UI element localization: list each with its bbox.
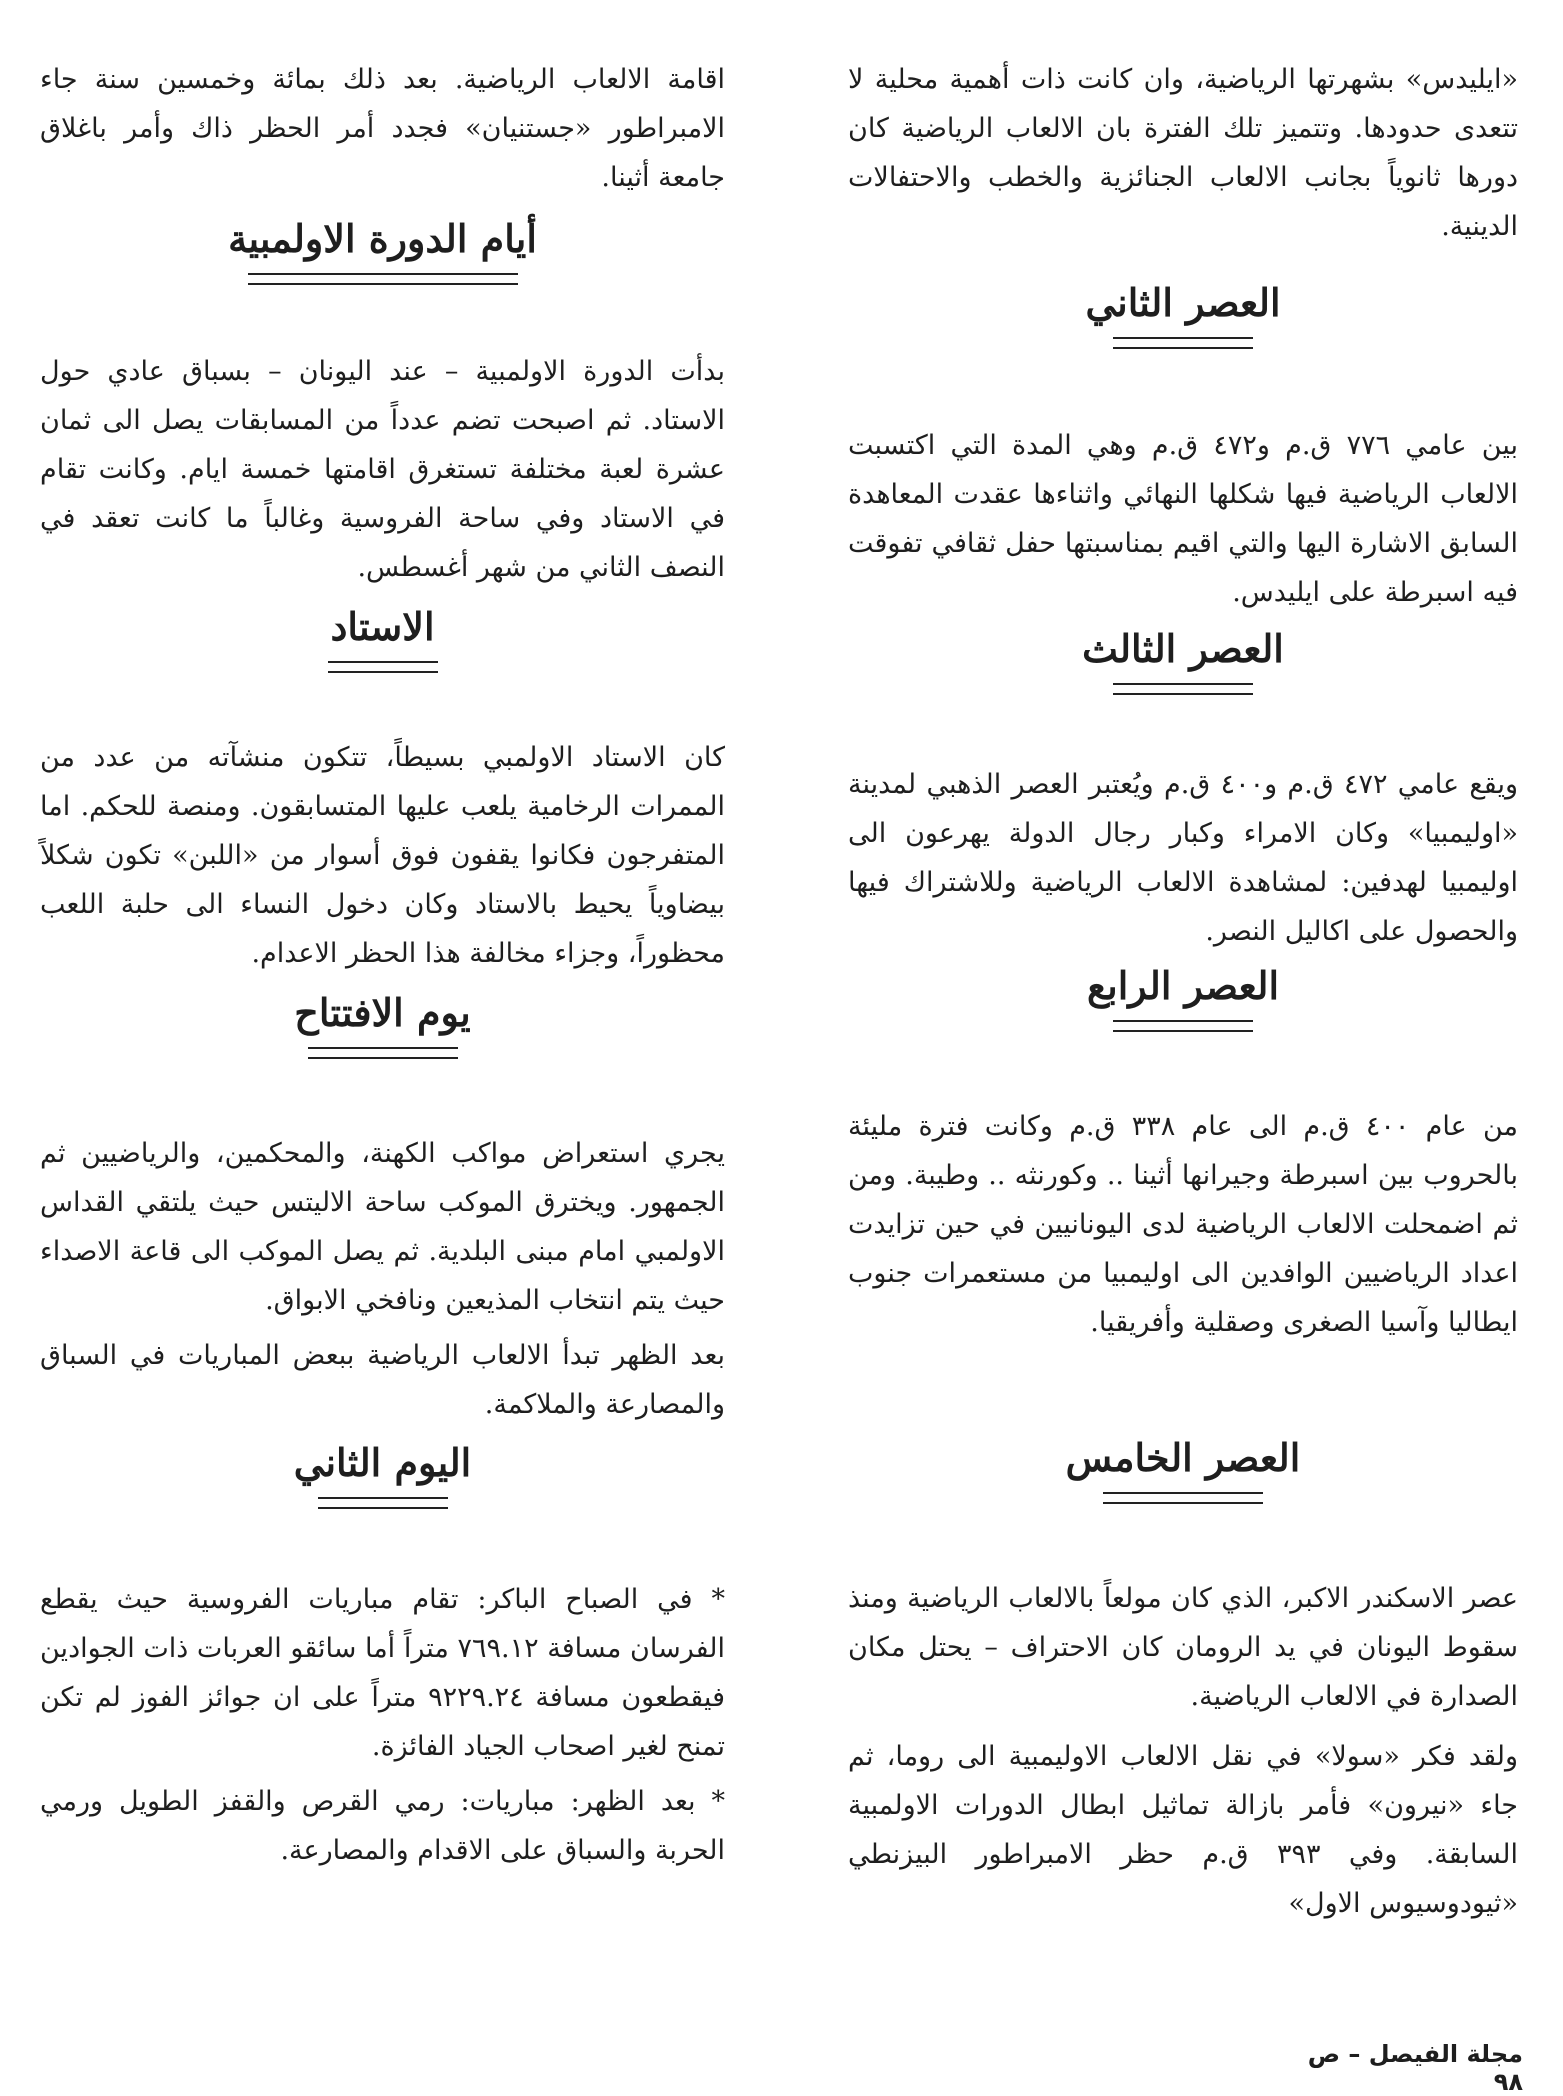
paragraph-second-day-1: * في الصباح الباكر: تقام مباريات الفروسية حيث يقطع الفرسان مسافة ٧٦٩.١٢ متراً أما سائقو العربات ذات الجوادين فيقطعون مسافة ٩٢٢٩.٢٤ متراً على ان جوائز الفوز لم تكن تمنح لغير اصحاب الجياد الفائزة. <box>40 1584 725 1762</box>
paragraph-stadium: كان الاستاد الاولمبي بسيطاً، تتكون منشآته من عدد من الممرات الرخامية يلعب عليها المتسابقون. ومنصة للحكم. اما المتفرجون فكانوا يقفون فوق أسوار من «اللبن» تكون شكلاً بيضاوياً يحيط بالاستاد وكان دخول النساء الى حلبة اللعب محظوراً، وجزاء مخالفة هذا الحظر الاعدام. <box>40 742 725 969</box>
heading-opening-day-text: يوم الافتتاح <box>294 990 471 1035</box>
heading-second-era-text: العصر الثاني <box>1085 280 1281 325</box>
heading-second-day-text: اليوم الثاني <box>293 1440 472 1485</box>
paragraph-fifth-era-1: عصر الاسكندر الاكبر، الذي كان مولعاً بالالعاب الرياضية ومنذ سقوط اليونان في يد الرومان كان الاحتراف – يحتل مكان الصدارة في الالعاب الرياضية. <box>848 1583 1518 1712</box>
heading-fifth-era <box>848 1430 1518 1504</box>
paragraph-second-day-2: * بعد الظهر: مباريات: رمي القرص والقفز الطويل ورمي الحربة والسباق على الاقدام والمصارعة. <box>40 1786 725 1866</box>
paragraph-third-era: ويقع عامي ٤٧٢ ق.م و٤٠٠ ق.م ويُعتبر العصر الذهبي لمدينة «اوليمبيا» وكان الامراء وكبار رجال الدولة يهرعون الى اوليمبيا لهدفين: لمشاهدة الالعاب الرياضية وللاشتراك فيها والحصول على اكاليل النصر. <box>848 769 1518 947</box>
paragraph-opening-1: يجري استعراض مواكب الكهنة، والمحكمين، والرياضيين ثم الجمهور. ويخترق الموكب ساحة الاليتس حيث يلتقي القداس الاولمبي امام مبنى البلدية. ثم يصل الموكب الى قاعة الاصداء حيث يتم انتخاب المذيعين ونافخي الابواق. <box>40 1138 725 1316</box>
heading-second-day-rule <box>318 1497 448 1509</box>
page-footer: مجلة الفيصل – ص ٩٨ <box>1307 2040 1523 2096</box>
heading-third-era <box>848 621 1518 695</box>
paragraph-opening-2: بعد الظهر تبدأ الالعاب الرياضية ببعض المباريات في السباق والمصارعة والملاكمة. <box>40 1340 725 1420</box>
heading-opening-day <box>40 985 725 1059</box>
heading-opening-day-rule <box>308 1047 458 1059</box>
heading-third-era-rule <box>1113 683 1253 695</box>
paragraph-olympic-days: بدأت الدورة الاولمبية – عند اليونان – بسباق عادي حول الاستاد. ثم اصبحت تضم عدداً من المسابقات يصل الى ثمان عشرة لعبة مختلفة تستغرق اقامتها خمسة ايام. وكانت تقام في الاستاد وفي ساحة الفروسية وغالباً ما كانت تعقد في النصف الثاني من شهر أغسطس. <box>40 356 725 583</box>
heading-stadium-text: الاستاد <box>330 604 435 649</box>
right-column <box>848 55 1518 1928</box>
right-intro-paragraph: «ايليدس» بشهرتها الرياضية، وان كانت ذات أهمية محلية لا تتعدى حدودها. وتتميز تلك الفترة بان الالعاب الرياضية كان دورها ثانوياً بجانب الالعاب الجنائزية والخطب والاحتفالات الدينية. <box>848 64 1518 242</box>
heading-stadium <box>40 599 725 673</box>
heading-second-era <box>848 275 1518 349</box>
heading-olympic-days-text: أيام الدورة الاولمبية <box>228 216 537 261</box>
paragraph-second-era: بين عامي ٧٧٦ ق.م و٤٧٢ ق.م وهي المدة التي اكتسبت الالعاب الرياضية فيها شكلها النهائي واثناءها عقدت المعاهدة السابق الاشارة اليها والتي اقيم بمناسبتها حفل ثقافي تفوقت فيه اسبرطة على ايليدس. <box>848 430 1519 608</box>
left-column <box>40 55 725 1875</box>
heading-second-day <box>40 1435 725 1509</box>
left-intro-paragraph: اقامة الالعاب الرياضية. بعد ذلك بمائة وخمسين سنة جاء الامبراطور «جستنيان» فجدد أمر الحظر ذاك وأمر باغلاق جامعة أثينا. <box>40 64 725 193</box>
paragraph-fourth-era: من عام ٤٠٠ ق.م الى عام ٣٣٨ ق.م وكانت فترة مليئة بالحروب بين اسبرطة وجيرانها أثينا .. وكورنثه .. وطيبة. ومن ثم اضمحلت الالعاب الرياضية لدى اليونانيين في حين تزايدت اعداد الرياضيين الوافدين الى اوليمبيا من مستعمرات جنوب ايطاليا وآسيا الصغرى وصقلية وأفريقيا. <box>848 1111 1518 1338</box>
paragraph-fifth-era-2: ولقد فكر «سولا» في نقل الالعاب الاوليمبية الى روما، ثم جاء «نيرون» فأمر بازالة تماثيل ابطال الدورات الاولمبية السابقة. وفي ٣٩٣ ق.م حظر الامبراطور البيزنطي «ثيودوسيوس الاول» <box>848 1741 1519 1919</box>
heading-second-era-rule <box>1113 337 1253 349</box>
heading-fifth-era-text: العصر الخامس <box>1065 1435 1301 1480</box>
heading-fifth-era-rule <box>1103 1492 1263 1504</box>
heading-third-era-text: العصر الثالث <box>1082 626 1284 671</box>
heading-fourth-era <box>848 958 1518 1032</box>
heading-olympic-days <box>40 211 725 285</box>
heading-olympic-days-rule <box>248 273 518 285</box>
heading-fourth-era-text: العصر الرابع <box>1086 963 1280 1008</box>
heading-fourth-era-rule <box>1113 1020 1253 1032</box>
heading-stadium-rule <box>328 661 438 673</box>
